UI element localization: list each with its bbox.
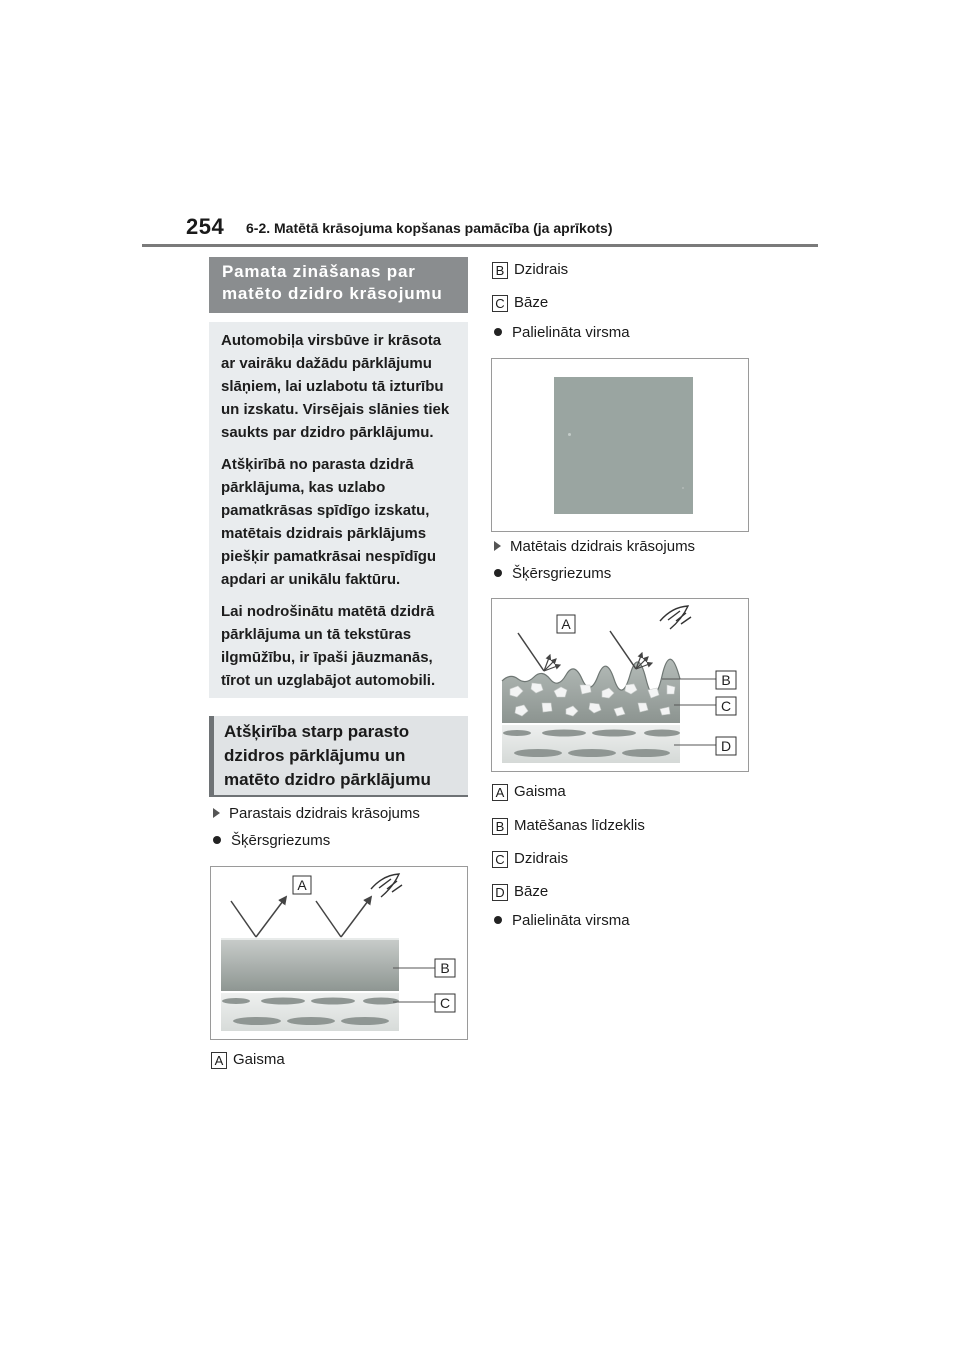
subsection-title-line3: matēto dzidro pārklājumu	[224, 770, 431, 789]
subsection-title-line2: dzidros pārklājumu un	[224, 746, 406, 765]
figure-label-b: B	[440, 960, 450, 976]
matte-cross-section-label	[494, 565, 611, 582]
legend-key: C	[492, 851, 508, 868]
info-box	[209, 322, 468, 698]
bullet-dot-icon	[213, 836, 221, 844]
legend-text: Matēšanas līdzeklis	[514, 817, 645, 834]
subsection-title-line1: Atšķirība starp parasto	[224, 722, 410, 741]
legend-key: D	[492, 884, 508, 901]
normal-magnified-text: Palielināta virsma	[512, 324, 630, 341]
matte-legend-c	[492, 850, 568, 868]
subsection-title	[209, 716, 468, 795]
figure-label-a: A	[297, 877, 307, 893]
legend-key: B	[492, 262, 508, 279]
normal-magnified-label	[494, 324, 630, 341]
normal-legend-c	[492, 294, 548, 312]
legend-text: Dzidrais	[514, 261, 569, 278]
legend-key: A	[211, 1052, 227, 1069]
triangle-bullet-icon	[213, 808, 220, 818]
section-title-line1: Pamata zināšanas par	[222, 262, 416, 281]
section-title	[209, 257, 468, 313]
bullet-dot-icon	[494, 569, 502, 577]
matte-legend-b	[492, 817, 645, 835]
reflected-light-ray	[341, 897, 371, 937]
figure-label-c: C	[439, 995, 451, 1011]
figure-label-a: A	[561, 616, 571, 632]
legend-text: Gaisma	[514, 783, 566, 800]
eye-icon	[371, 874, 402, 897]
legend-text: Bāze	[514, 883, 549, 900]
matte-magnified-text: Palielināta virsma	[512, 912, 630, 929]
header-rule	[142, 244, 818, 247]
eye-icon	[660, 606, 691, 629]
normal-heading-text: Parastais dzidrais krāsojums	[229, 805, 420, 822]
matte-legend-a	[492, 783, 566, 801]
legend-text: Dzidrais	[514, 850, 569, 867]
info-paragraph-3: Lai nodrošinātu matētā dzidrā pārklājuma un tā tekstūras ilgmūžību, ir īpaši jāuzmanās, tīrot un uzglabājot automobili.	[221, 603, 436, 689]
figure-label-b: B	[721, 672, 731, 688]
matte-cross-section-text: Šķērsgriezums	[512, 565, 612, 582]
normal-legend-a	[211, 1051, 285, 1069]
normal-cross-section-text: Šķērsgriezums	[231, 832, 331, 849]
page-number: 254	[186, 214, 225, 239]
legend-key: A	[492, 784, 508, 801]
legend-text: Bāze	[514, 294, 549, 311]
info-paragraph-1: Automobiļa virsbūve ir krāsota ar vairāku dažādu pārklājumu slāņiem, lai uzlabotu tā izturību un izskatu. Virsējais slānies tiek saukts par dzidro pārklājumu.	[221, 332, 450, 441]
clear-coat-layer	[221, 939, 399, 991]
reflected-light-ray	[256, 897, 286, 937]
normal-cross-section-figure	[210, 866, 468, 1040]
magnified-surface-sample	[554, 377, 693, 514]
matte-cross-section-figure	[491, 598, 749, 772]
legend-key: C	[492, 295, 508, 312]
legend-key: B	[492, 818, 508, 835]
normal-surface-figure	[491, 358, 749, 532]
incident-light-ray	[518, 633, 544, 671]
triangle-bullet-icon	[494, 541, 501, 551]
subsection-rule	[209, 795, 468, 797]
section-title-line2: matēto dzidro krāsojumu	[222, 284, 443, 303]
info-paragraph-2: Atšķirībā no parasta dzidrā pārklājuma, kas uzlabo pamatkrāsas spīdīgo izskatu, matētais dzidrais pārklājums piešķir pamatkrāsai nespīdīgu apdari ar unikālu faktūru.	[221, 456, 437, 588]
normal-cross-section-label	[213, 832, 330, 849]
normal-cross-section-diagram	[211, 867, 467, 1039]
running-title: 6-2. Matētā krāsojuma kopšanas pamācība (ja aprīkots)	[246, 220, 613, 236]
normal-heading	[213, 805, 420, 822]
bullet-dot-icon	[494, 328, 502, 336]
normal-legend-b	[492, 261, 568, 279]
matte-heading-text: Matētais dzidrais krāsojums	[510, 538, 696, 555]
matte-cross-section-diagram	[492, 599, 748, 771]
figure-label-d: D	[720, 738, 732, 754]
incident-light-ray	[610, 631, 636, 669]
incident-light-ray	[316, 901, 341, 937]
legend-text: Gaisma	[233, 1051, 285, 1068]
matte-magnified-label	[494, 912, 630, 929]
figure-label-c: C	[720, 698, 732, 714]
bullet-dot-icon	[494, 916, 502, 924]
matte-legend-d	[492, 883, 548, 901]
incident-light-ray	[231, 901, 256, 937]
matte-heading	[494, 538, 695, 555]
